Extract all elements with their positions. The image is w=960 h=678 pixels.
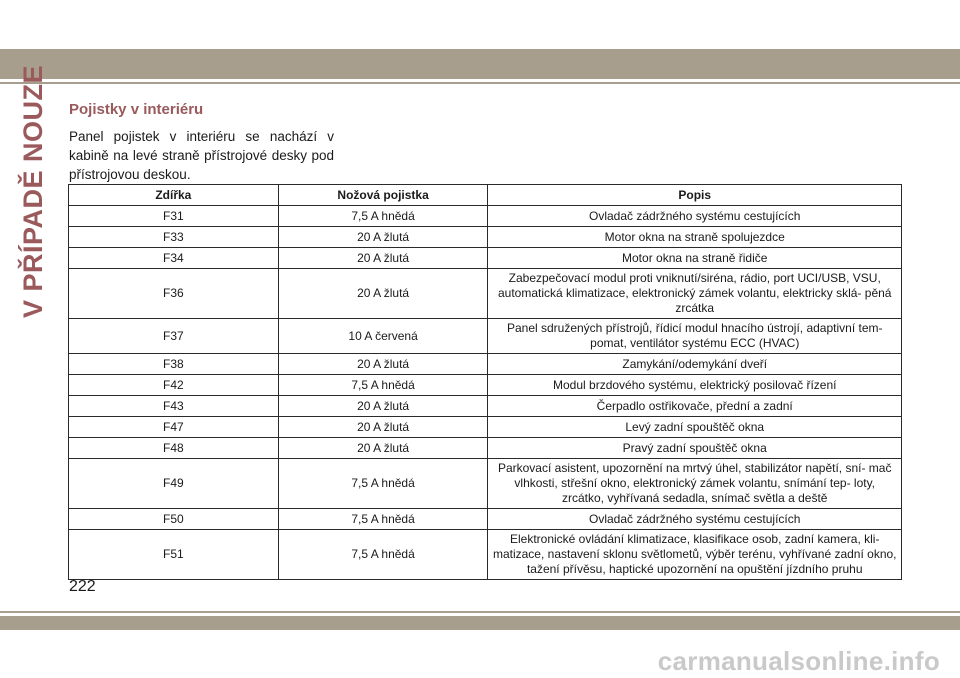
- description-cell: Modul brzdového systému, elektrický posilovač řízení: [488, 375, 902, 396]
- slot-cell: F47: [69, 417, 279, 438]
- fuse-cell: 7,5 A hnědá: [278, 509, 488, 530]
- description-cell: Motor okna na straně řidiče: [488, 248, 902, 269]
- table-row: [69, 354, 902, 375]
- table-row: [69, 269, 902, 319]
- slot-cell: F33: [69, 227, 279, 248]
- slot-cell: F37: [69, 319, 279, 354]
- description-cell: Ovladač zádržného systému cestujících: [488, 206, 902, 227]
- description-cell: Motor okna na straně spolujezdce: [488, 227, 902, 248]
- slot-cell: F38: [69, 354, 279, 375]
- page-number: 222: [69, 578, 96, 595]
- column-header-description: Popis: [488, 185, 902, 206]
- slot-cell: F48: [69, 438, 279, 459]
- footer-band: [0, 616, 960, 630]
- description-cell: Zamykání/odemykání dveří: [488, 354, 902, 375]
- description-cell: Pravý zadní spouštěč okna: [488, 438, 902, 459]
- table-row: [69, 206, 902, 227]
- slot-cell: F50: [69, 509, 279, 530]
- description-cell: Parkovací asistent, upozornění na mrtvý úhel, stabilizátor napětí, sní- mač vlhkosti, střešní okno, elektronický zámek volantu, snímání tep- loty, zrcátko, vyhřívaná sedadla, snímač světla a deště: [488, 459, 902, 509]
- table-row: [69, 375, 902, 396]
- description-cell: Elektronické ovládání klimatizace, klasifikace osob, zadní kamera, kli- matizace, nastavení sklonu světlometů, výběr terénu, vyhřívané zadní okno, tažení přívěsu, haptické upozornění na opuštění jízdního pruhu: [488, 530, 902, 580]
- slot-cell: F36: [69, 269, 279, 319]
- slot-cell: F34: [69, 248, 279, 269]
- description-cell: Levý zadní spouštěč okna: [488, 417, 902, 438]
- slot-cell: F31: [69, 206, 279, 227]
- table-header-row: [69, 185, 902, 206]
- chapter-side-title: V PŘÍPADĚ NOUZE: [18, 64, 48, 318]
- fuse-cell: 10 A červená: [278, 319, 488, 354]
- fuse-cell: 20 A žlutá: [278, 417, 488, 438]
- fuse-cell: 7,5 A hnědá: [278, 530, 488, 580]
- description-cell: Panel sdružených přístrojů, řídicí modul hnacího ústrojí, adaptivní tem- pomat, ventilátor systému ECC (HVAC): [488, 319, 902, 354]
- slot-cell: F43: [69, 396, 279, 417]
- fuse-cell: 20 A žlutá: [278, 396, 488, 417]
- header-rule: [0, 82, 960, 84]
- table-row: [69, 417, 902, 438]
- table-row: [69, 396, 902, 417]
- table-row: [69, 438, 902, 459]
- description-cell: Čerpadlo ostřikovače, přední a zadní: [488, 396, 902, 417]
- description-cell: Ovladač zádržného systému cestujících: [488, 509, 902, 530]
- fuse-cell: 20 A žlutá: [278, 248, 488, 269]
- fuse-cell: 20 A žlutá: [278, 354, 488, 375]
- watermark: carmanualsonline.info: [657, 646, 940, 676]
- fuse-cell: 7,5 A hnědá: [278, 375, 488, 396]
- fuse-table: [68, 184, 902, 580]
- slot-cell: F42: [69, 375, 279, 396]
- column-header-fuse: Nožová pojistka: [278, 185, 488, 206]
- intro-paragraph: Panel pojistek v interiéru se nachází v kabině na levé straně přístrojové desky pod přístrojovou deskou.: [69, 129, 334, 182]
- table-row: [69, 459, 902, 509]
- section-title: Pojistky v interiéru: [69, 101, 204, 118]
- table-row: [69, 509, 902, 530]
- header-band: [0, 49, 960, 79]
- table-row: [69, 227, 902, 248]
- footer-rule: [0, 611, 960, 613]
- fuse-cell: 7,5 A hnědá: [278, 459, 488, 509]
- fuse-cell: 7,5 A hnědá: [278, 206, 488, 227]
- fuse-cell: 20 A žlutá: [278, 438, 488, 459]
- slot-cell: F51: [69, 530, 279, 580]
- description-cell: Zabezpečovací modul proti vniknutí/siréna, rádio, port UCI/USB, VSU, automatická klimatizace, elektronický zámek volantu, elektricky sklá- pěná zrcátka: [488, 269, 902, 319]
- table-row: [69, 248, 902, 269]
- slot-cell: F49: [69, 459, 279, 509]
- fuse-cell: 20 A žlutá: [278, 269, 488, 319]
- column-header-slot: Zdířka: [69, 185, 279, 206]
- table-row: [69, 530, 902, 580]
- fuse-cell: 20 A žlutá: [278, 227, 488, 248]
- table-row: [69, 319, 902, 354]
